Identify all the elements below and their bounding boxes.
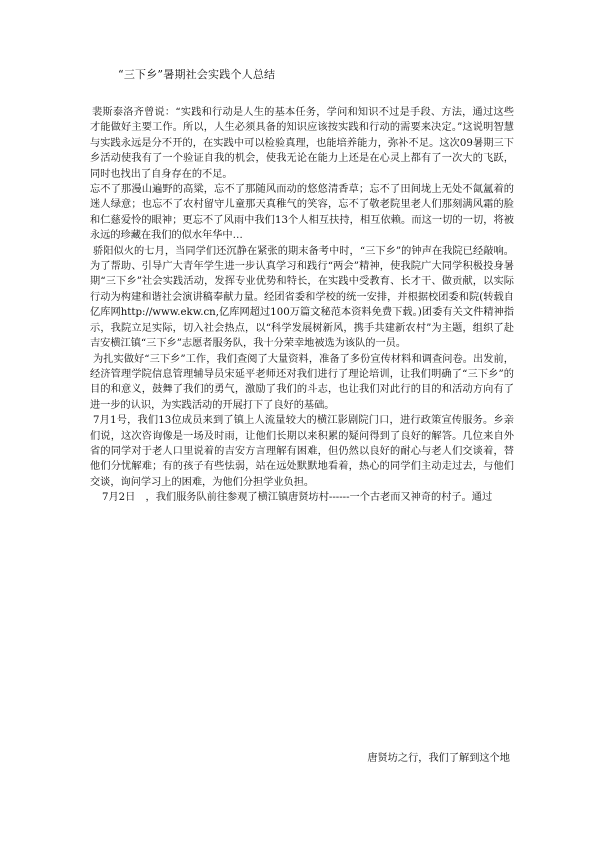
paragraph-1: 裴斯泰洛齐曾说：“实践和行动是人生的基本任务，学问和知识不过是手段、方法，通过这些才能做好主要工作。所以，人生必须具备的知识应该按实践和行动的需要来决定。”这说明智慧与实践永远是分不开的，在实践中可以检验真理，也能培养能力，弥补不足。这次09暑期三下乡活动使我有了一个验证自我的机会，使我无论在能力上还是在心灵上都有了一次大的飞跃，同时也找出了自身存在的不足。 (90, 107, 514, 180)
paragraph-5: 7月1号，我们13位成员来到了镇上人流量较大的横江影剧院门口，进行政策宣传服务。乡亲们说，这次咨询像是一场及时雨，让他们长期以来积累的疑问得到了良好的解答。几位来自外省的同学对于老人口里说着的吉安方言理解有困难，但仍然以良好的耐心与老人们交谈着，替他们分忧解难；有的孩子有些怯弱，站在远处默默地看着，热心的同学们主动走过去，与他们交谈，询问学习上的困难，为他们分担学业负担。 (90, 415, 514, 488)
paragraph-6: 7月2日 ，我们服务队前往参观了横江镇唐贤坊村------一个古老而又神奇的村子。通过 (102, 492, 493, 504)
paragraph-3: 骄阳似火的七月，当同学们还沉静在紧张的期末备考中时，“三下乡”的钟声在我院已经敲响。为了帮助、引导广大青年学生进一步认真学习和践行“两会”精神，使我院广大同学积极投身暑期“三下乡”社会实践活动，发挥专业优势和特长，在实践中受教育、长才干、做贡献，以实际行动为构建和谐社会演讲稿奉献力量。经团省委和学校的统一安排，并根据校团委和院(转载自亿库网http://www.ekw.cn,亿库网超过100万篇文秘范本资料免费下载。)团委有关文件精神指示，我院立足实际，切入社会热点，以“科学发展树新风，携手共建新农村”为主题，组织了赴吉安横江镇“三下乡”志愿者服务队，我十分荣幸地被选为该队的一员。 (90, 245, 514, 350)
document-title: “三下乡”暑期社会实践个人总结 (118, 68, 276, 81)
page-footer-fragment: 唐贤坊之行，我们了解到这个地 (367, 753, 510, 764)
paragraph-4: 为扎实做好“三下乡”工作，我们查阅了大量资料，准备了多份宣传材料和调查问卷。出发前，经济管理学院信息管理辅导员宋延平老师还对我们进行了理论培训，让我们明确了“三下乡”的目的和意义，鼓舞了我们的勇气，激励了我们的斗志，也让我们对此行的目的和活动方向有了进一步的认识，为实践活动的开展打下了良好的基础。 (90, 353, 514, 411)
document-body (90, 105, 514, 506)
paragraph-2: 忘不了那漫山遍野的高粱，忘不了那随风而动的悠悠清香草；忘不了田间垅上无处不氤氲着的迷人绿意；也忘不了农村留守儿童那天真稚气的笑容，忘不了敬老院里老人们那刻满风霜的脸和仁慈爱怜的眼神；更忘不了风雨中我们13个人相互扶持，相互依赖。而这一切的一切，将被永远的珍藏在我们的似水年华中… (90, 184, 514, 242)
